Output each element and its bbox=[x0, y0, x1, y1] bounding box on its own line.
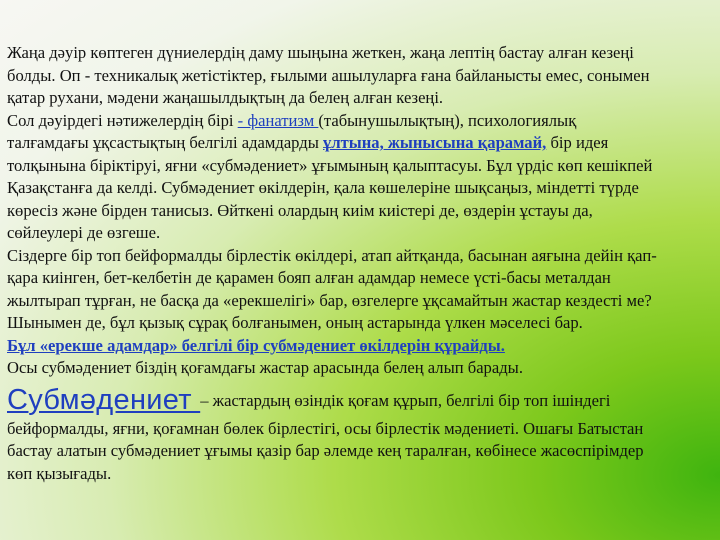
highlight-sentence-link[interactable]: Бұл «ерекше адамдар» белгілі бір субмәдениет өкілдерін құрайды. bbox=[7, 335, 505, 355]
highlight-sentence-line bbox=[7, 335, 715, 358]
paragraph-spread: Осы субмәдениет біздің қоғамдағы жастар арасында белең алып барады. bbox=[7, 358, 523, 377]
text-line: Қазақстанға да келді. Субмәдениет өкілдерін, қала көшелеріне шықсаңыз, міндетті түрде bbox=[7, 178, 639, 197]
text-line: толқынына біріктіруі, яғни «субмәдениет» ұғымының қалыптасуы. Бұл үрдіс көп кешікпей bbox=[7, 155, 653, 175]
definition-block bbox=[7, 382, 715, 486]
text-line: Жаңа дәуір көптеген дүниелердің даму шыңына жеткен, жаңа лептің бастау алған кезеңі bbox=[7, 43, 634, 62]
definition-first-line bbox=[7, 382, 715, 418]
text-line bbox=[7, 132, 715, 155]
text-segment: бір идея bbox=[546, 133, 609, 152]
text-line: бейформалды, яғни, қоғамнан бөлек бірлестігі, осы бірлестік мәдениеті. Ошағы Батыстан bbox=[7, 418, 644, 438]
text-line: көп қызығады. bbox=[7, 463, 112, 483]
slide-text-body bbox=[7, 42, 715, 485]
paragraph-question bbox=[7, 245, 715, 335]
text-line: сөйлеулері де өзгеше. bbox=[7, 223, 161, 242]
text-line: қатар рухани, мәдени жаңашылдықтың да белең алған кезеңі. bbox=[7, 88, 444, 107]
text-line: Сіздерге бір топ бейформалды бірлестік өкілдері, атап айтқанда, басынан аяғына дейін қап- bbox=[7, 245, 657, 265]
text-line: көресіз және бірден танисыз. Өйткені олардың киім киістері де, өздерін ұстауы да, bbox=[7, 200, 593, 220]
text-line: болды. Оп - техникалық жетістіктер, ғылыми ашылуларға ғана байланысты емес, сонымен bbox=[7, 65, 650, 85]
text-line: Шынымен де, бұл қызық сұрақ болғанымен, оның астарында үлкен мәселесі бар. bbox=[7, 313, 583, 332]
definition-term-link[interactable]: Субмәдениет bbox=[7, 383, 201, 416]
text-segment: Сол дәуірдегі нәтижелердің бірі bbox=[7, 110, 238, 130]
nation-gender-link[interactable]: ұлтына, жынысына қарамай, bbox=[323, 133, 547, 152]
text-line: қара киінген, бет-келбетін де қарамен бояп алған адамдар немесе үсті-басы металдан bbox=[7, 268, 611, 287]
definition-text: – жастардың өзіндік қоғам құрып, белгілі бір топ ішіндегі bbox=[200, 390, 611, 410]
paragraph-intro bbox=[7, 42, 715, 110]
text-segment: (табынушылықтың), психологиялық bbox=[318, 110, 577, 130]
paragraph-fanatism bbox=[7, 110, 715, 245]
fanatism-link[interactable]: - фанатизм bbox=[237, 110, 319, 130]
text-line: жылтырап тұрған, не басқа да «ерекшелігі» бар, өзгелерге ұқсамайтын жастар кездесті ме? bbox=[7, 290, 652, 310]
text-segment: талғамдағы ұқсастықтың белгілі адамдарды bbox=[7, 133, 324, 152]
text-line bbox=[7, 110, 715, 133]
text-line: бастау алатын субмәдениет ұғымы қазір бар әлемде кең таралған, көбінесе жасөспірімдер bbox=[7, 441, 644, 460]
